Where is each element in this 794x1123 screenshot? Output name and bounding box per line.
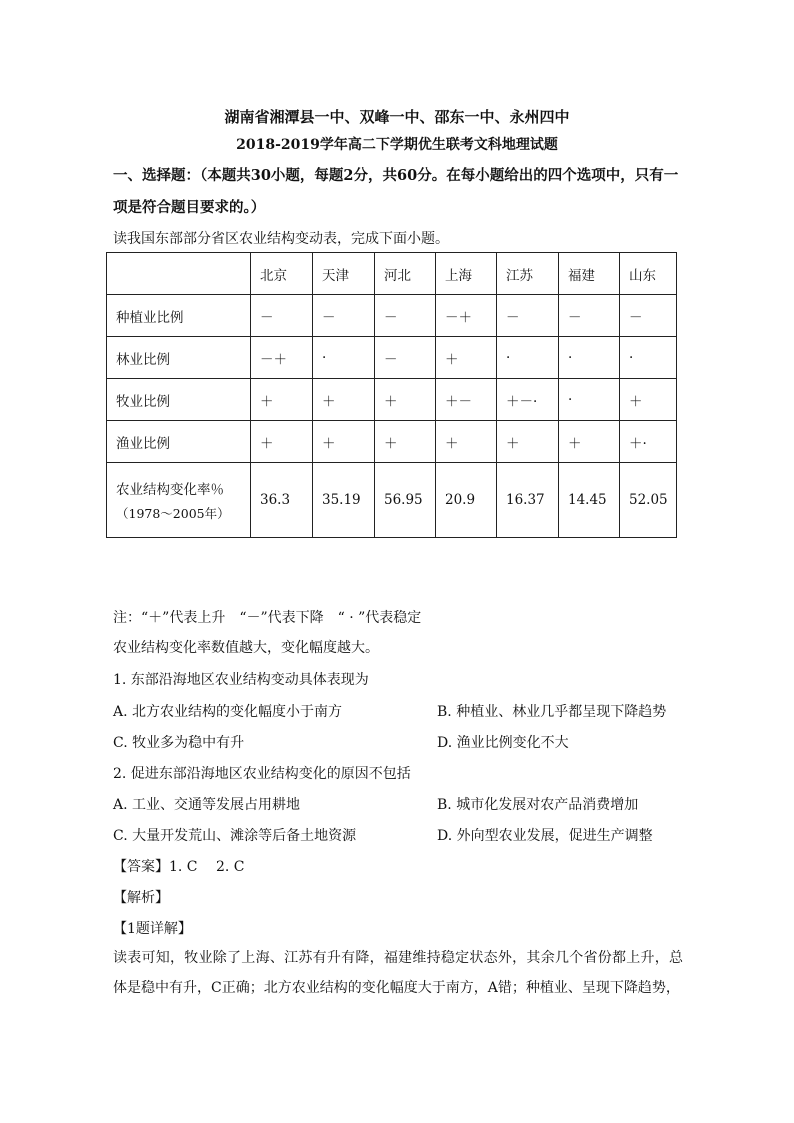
legend-note: 注：“＋”代表上升 “－”代表下降 “ · ”代表稳定 [113,610,422,626]
table-cell: 14.45 [559,463,620,538]
table-cell: ＋ [313,421,375,463]
row-label-sub: （1978～2005年） [116,506,230,521]
table-cell: 52.05 [620,463,677,538]
table-cell: ＋ [375,379,436,421]
row-label [107,463,251,538]
table-cell: ＋ [436,337,497,379]
table-cell: ＋· [620,421,677,463]
table-cell: · [620,337,677,379]
table-cell: ＋ [251,421,313,463]
table-cell: ＋－ [436,379,497,421]
table-cell: 35.19 [313,463,375,538]
row-label: 种植业比例 [107,295,251,337]
page-title: 湖南省湘潭县一中、双峰一中、邵东一中、永州四中 [224,108,570,126]
table-row [107,463,677,538]
question-2-option-c[interactable]: C. 大量开发荒山、滩涂等后备土地资源 [113,828,357,844]
agriculture-table [106,252,677,538]
table-row [107,421,677,463]
question-2-stem: 2. 促进东部沿海地区农业结构变化的原因不包括 [113,766,411,782]
table-cell: ＋ [375,421,436,463]
table-cell: － [620,295,677,337]
question-1-stem: 1. 东部沿海地区农业结构变动具体表现为 [113,672,369,688]
table-header-cell: 天津 [313,253,375,295]
row-label-main: 农业结构变化率％ [116,482,224,498]
question-2-option-a[interactable]: A. 工业、交通等发展占用耕地 [113,797,301,813]
table-cell: － [251,295,313,337]
question-1-option-a[interactable]: A. 北方农业结构的变化幅度小于南方 [113,704,343,720]
question-1-option-d[interactable]: D. 渔业比例变化不大 [437,735,569,751]
table-header-cell: 江苏 [497,253,559,295]
table-cell: ＋－· [497,379,559,421]
page-subtitle: 2018-2019学年高二下学期优生联考文科地理试题 [236,137,558,153]
row-label: 牧业比例 [107,379,251,421]
table-header-cell: 河北 [375,253,436,295]
table-header-cell [107,253,251,295]
table-cell: ＋ [436,421,497,463]
table-header-cell: 山东 [620,253,677,295]
table-cell: · [559,379,620,421]
intro-text: 读我国东部部分省区农业结构变动表，完成下面小题。 [113,231,449,247]
table-cell: － [375,337,436,379]
analysis-label: 【解析】 [113,890,169,906]
table-cell: · [313,337,375,379]
section-heading: 一、选择题：（本题共30小题，每题2分，共60分。在每小题给出的四个选项中，只有一项是符合题目要求的。） [113,167,679,216]
table-cell: － [559,295,620,337]
table-row [107,379,677,421]
table-cell: · [497,337,559,379]
table-cell: － [313,295,375,337]
table-cell: 36.3 [251,463,313,538]
question-1-option-c[interactable]: C. 牧业多为稳中有升 [113,735,245,751]
table-cell: ＋ [313,379,375,421]
table-cell: 20.9 [436,463,497,538]
table-header-cell: 北京 [251,253,313,295]
table-header-cell: 上海 [436,253,497,295]
table-cell: 16.37 [497,463,559,538]
table-cell: 56.95 [375,463,436,538]
table-row [107,295,677,337]
table-cell: －＋ [436,295,497,337]
table-cell: － [375,295,436,337]
question-1-option-b[interactable]: B. 种植业、林业几乎都呈现下降趋势 [437,704,667,720]
table-cell: ＋ [620,379,677,421]
detail-text: 读表可知，牧业除了上海、江苏有升有降，福建维持稳定状态外，其余几个省份都上升，总体是稳中有升，C正确；北方农业结构的变化幅度大于南方，A错；种植业、呈现下降趋势， [113,950,683,996]
rate-note: 农业结构变化率数值越大，变化幅度越大。 [113,640,379,656]
table-header-cell: 福建 [559,253,620,295]
table-cell: － [497,295,559,337]
detail-label: 【1题详解】 [113,921,192,937]
table-row [107,337,677,379]
table-cell: · [559,337,620,379]
table-cell: －＋ [251,337,313,379]
answer-line: 【答案】1. C 2. C [113,859,245,875]
question-2-option-d[interactable]: D. 外向型农业发展，促进生产调整 [437,828,653,844]
row-label: 渔业比例 [107,421,251,463]
question-2-option-b[interactable]: B. 城市化发展对农产品消费增加 [437,797,639,813]
table-cell: ＋ [251,379,313,421]
table-cell: ＋ [559,421,620,463]
row-label: 林业比例 [107,337,251,379]
table-cell: ＋ [497,421,559,463]
table-header-row [107,253,677,295]
